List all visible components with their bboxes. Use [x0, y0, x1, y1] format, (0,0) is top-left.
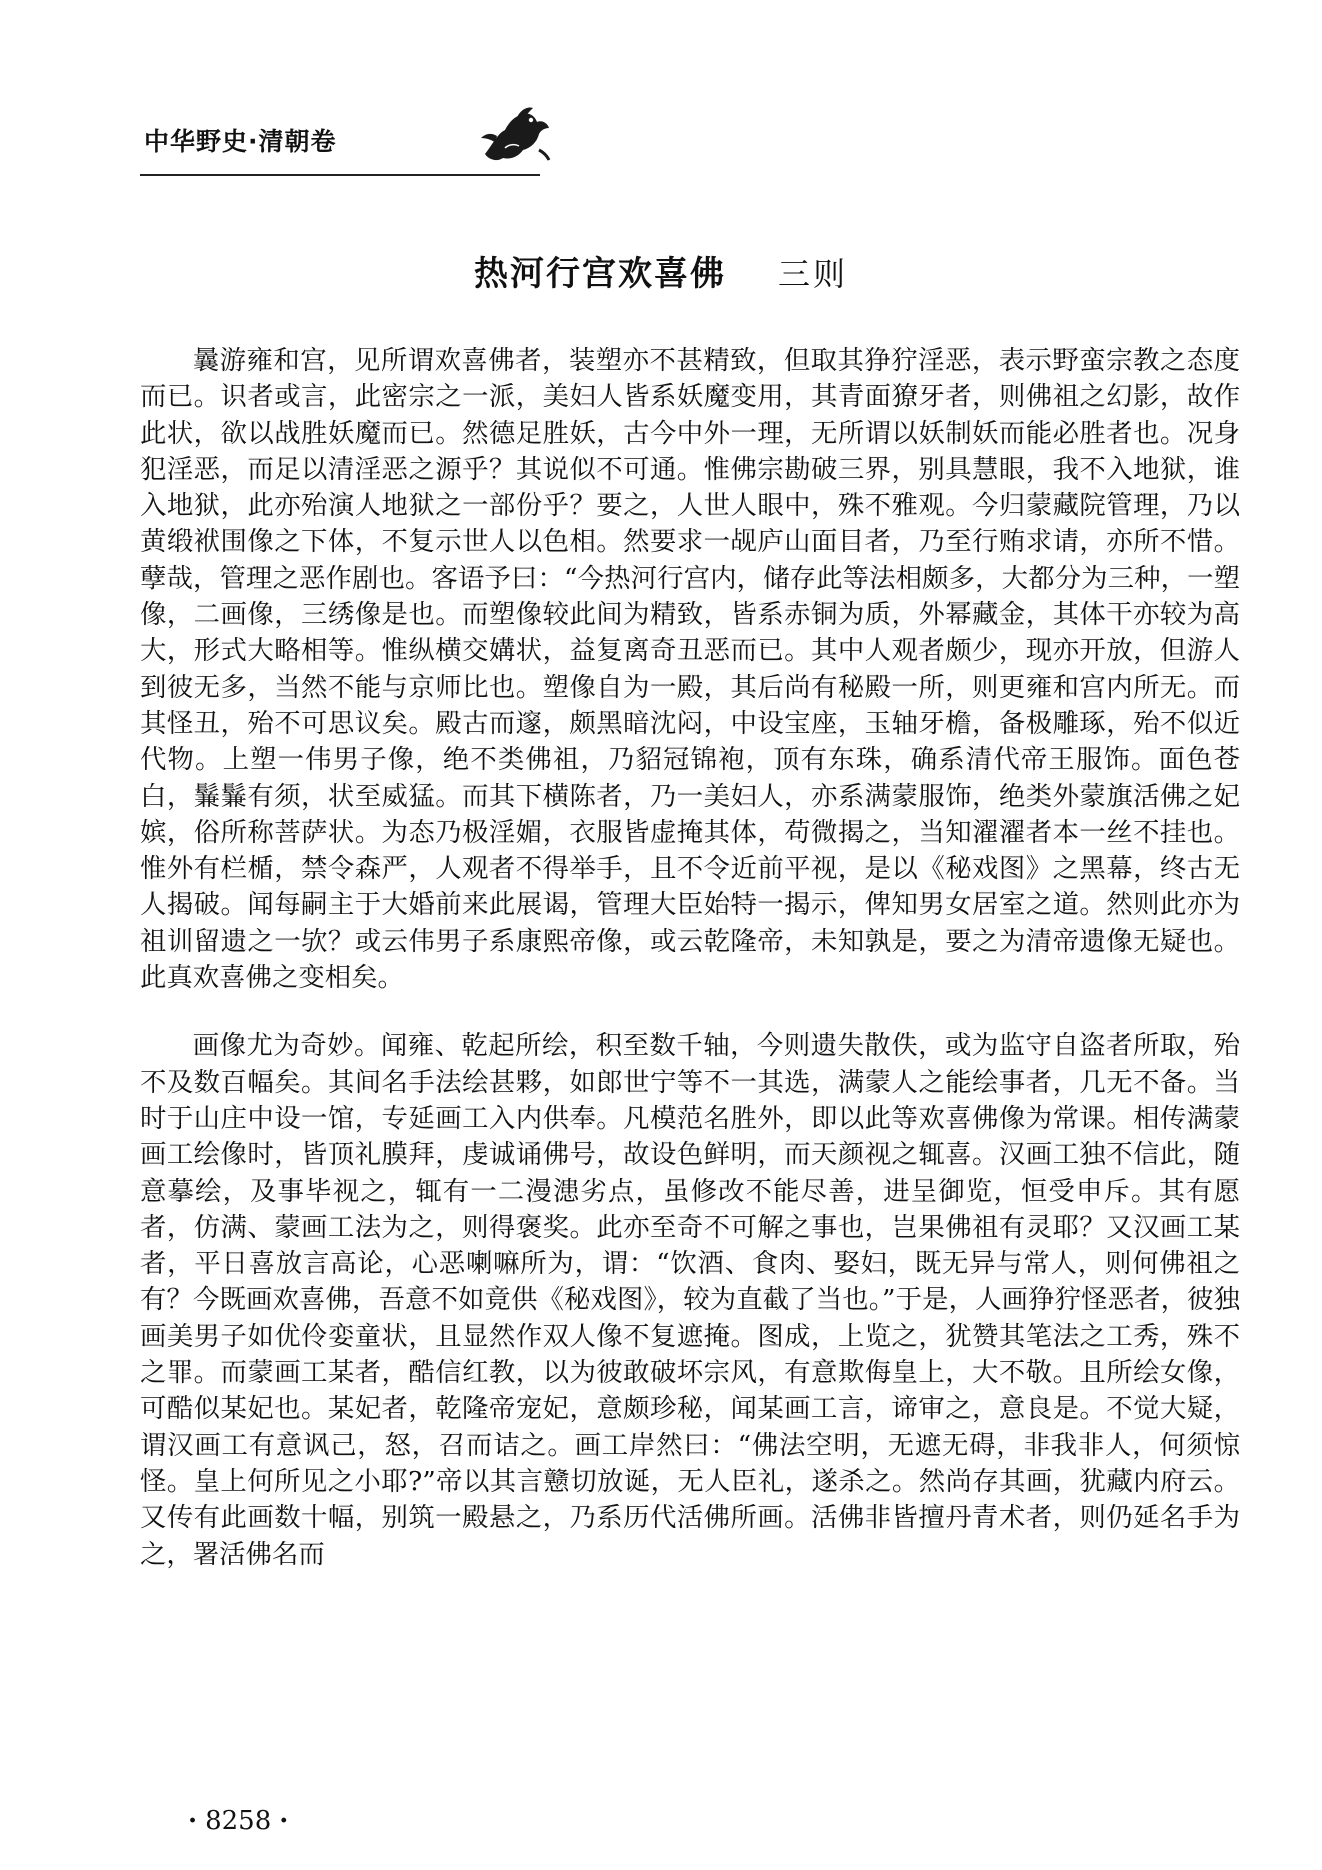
article-body [140, 343, 1240, 1573]
paragraph: 画像尤为奇妙。闻雍、乾起所绘，积至数千轴，今则遗失散佚，或为监守自盗者所取，殆不及数百幅矣。其间名手法绘甚夥，如郎世宁等不一其选，满蒙人之能绘事者，几无不备。当时于山庄中设一馆，专延画工入内供奉。凡模范名胜外，即以此等欢喜佛像为常课。相传满蒙画工绘像时，皆顶礼膜拜，虔诚诵佛号，故设色鲜明，而天颜视之辄喜。汉画工独不信此，随意摹绘，及事毕视之，辄有一二漫漶劣点，虽修改不能尽善，进呈御览，恒受申斥。其有愿者，仿满、蒙画工法为之，则得褒奖。此亦至奇不可解之事也，岂果佛祖有灵耶？又汉画工某者，平日喜放言高论，心恶喇嘛所为，谓：“饮酒、食肉、娶妇，既无异与常人，则何佛祖之有？今既画欢喜佛，吾意不如竟供《秘戏图》，较为直截了当也。”于是，人画狰狞怪恶者，彼独画美男子如优伶娈童状，且显然作双人像不复遮掩。图成，上览之，犹赞其笔法之工秀，殊不之罪。而蒙画工某者，酷信红教，以为彼敢破坏宗风，有意欺侮皇上，大不敬。且所绘女像，可酷似某妃也。某妃者，乾隆帝宠妃，意颇珍秘，闻某画工言，谛审之，意良是。不觉大疑，谓汉画工有意讽己，怒，召而诘之。画工岸然曰：“佛法空明，无遮无碍，非我非人，何须惊怪。皇上何所见之小耶?”帝以其言戆切放诞，无人臣礼，遂杀之。然尚存其画，犹藏内府云。又传有此画数十幅，别筑一殿悬之，乃系历代活佛所画。活佛非皆擅丹青术者，则仍延名手为之，署活佛名而 [140, 1030, 1240, 1570]
dragon-logo-icon [475, 104, 555, 164]
page-number-dot: · [188, 1806, 198, 1836]
series-title: 中华野史·清朝卷 [144, 127, 337, 156]
chapter-title [0, 246, 1322, 295]
page-number-value: 8258 [205, 1806, 272, 1836]
paragraph: 曩游雍和宫，见所谓欢喜佛者，装塑亦不甚精致，但取其狰狞淫恶，表示野蛮宗教之态度而已。识者或言，此密宗之一派，美妇人皆系妖魔变用，其青面獠牙者，则佛祖之幻影，故作此状，欲以战胜妖魔而已。然德足胜妖，古今中外一理，无所谓以妖制妖而能必胜者也。况身犯淫恶，而足以清淫恶之源乎？其说似不可通。惟佛宗勘破三界，别具慧眼，我不入地狱，谁入地狱，此亦殆演人地狱之一部份乎？要之，人世人眼中，殊不雅观。今归蒙藏院管理，乃以黄缎袱围像之下体，不复示世人以色相。然要求一觇庐山面目者，乃至行贿求请，亦所不惜。孽哉，管理之恶作剧也。客语予曰：“今热河行宫内，储存此等法相颇多，大都分为三种，一塑像，二画像，三绣像是也。而塑像较此间为精致，皆系赤铜为质，外幂藏金，其体干亦较为高大，形式大略相等。惟纵横交媾状，益复离奇丑恶而已。其中人观者颇少，现亦开放，但游人到彼无多，当然不能与京师比也。塑像自为一殿，其后尚有秘殿一所，则更雍和宫内所无。而其怪丑，殆不可思议矣。殿古而邃，颇黑暗沈闷，中设宝座，玉轴牙檐，备极雕琢，殆不似近代物。上塑一伟男子像，绝不类佛祖，乃貂冠锦袍，顶有东珠，确系清代帝王服饰。面色苍白，鬑鬑有须，状至威猛。而其下横陈者，乃一美妇人，亦系满蒙服饰，绝类外蒙旗活佛之妃嫔，俗所称菩萨状。为态乃极淫媚，衣服皆虚掩其体，苟微揭之，当知濯濯者本一丝不挂也。惟外有栏楯，禁令森严，人观者不得举手，且不令近前平视，是以《秘戏图》之黑幕，终古无人揭破。闻每嗣主于大婚前来此展谒，管理大臣始特一揭示，俾知男女居室之道。然则此亦为祖训留遗之一欤？或云伟男子系康熙帝像，或云乾隆帝，未知孰是，要之为清帝遗像无疑也。此真欢喜佛之变相矣。 [140, 345, 1240, 994]
running-header [140, 118, 570, 178]
chapter-subtitle: 三则 [777, 255, 848, 293]
page-number-dot: · [279, 1806, 289, 1836]
chapter-title-text: 热河行宫欢喜佛 [473, 254, 726, 294]
page-number [180, 1806, 296, 1836]
header-rule [140, 174, 540, 176]
